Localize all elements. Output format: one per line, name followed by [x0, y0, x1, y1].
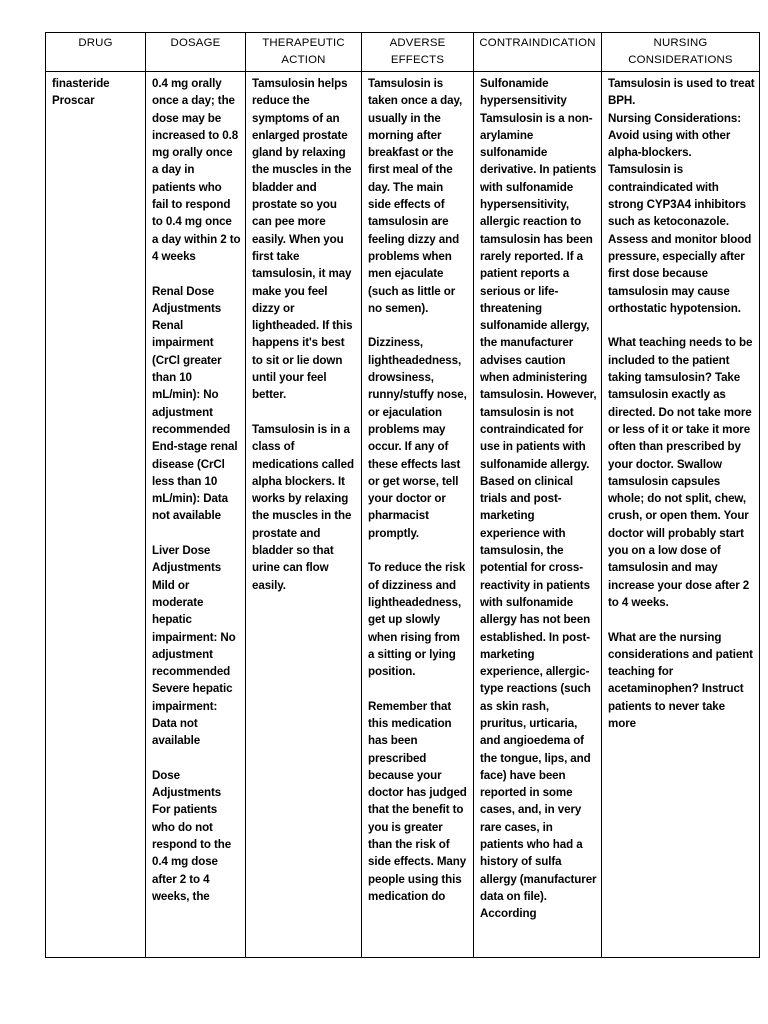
adverse-effects-text: Tamsulosin is taken once a day, usually in the morning after breakfast or the first meal of the day. The main side effects of tamsulosin are feeling dizzy and problems when men ejaculate (such as little or no semen). Dizziness, lightheadedness, drowsiness, runny/stuffy nose, or ejaculation problems may occur. If any of these effects last or get worse, tell your doctor or pharmacist promptly. To reduce the risk of dizziness and lightheadedness, get up slowly when rising from a sitting or lying position. Remember that this medication has been prescribed because your doctor has judged that the benefit to you is greater than the risk of side effects. Many people using this medication do [368, 77, 467, 903]
cell-contraindication [474, 72, 602, 958]
drug-text: finasteride Proscar [52, 77, 110, 108]
cell-adverse-effects [362, 72, 474, 958]
cell-drug [46, 72, 146, 958]
header-drug: DRUG [46, 33, 146, 72]
cell-nursing-considerations [602, 72, 760, 958]
contraindication-text: Sulfonamide hypersensitivity Tamsulosin is a non-arylamine sulfonamide derivative. In patients with sulfonamide hypersensitivity, allergic reaction to tamsulosin has been rarely reported. If a patient reports a serious or life-threatening sulfonamide allergy, the manufacturer advises caution when administering tamsulosin. However, tamsulosin is not contraindicated for use in patients with sulfonamide allergy. Based on clinical trials and post-marketing experience with tamsulosin, the potential for cross-reactivity in patients with sulfonamide allergy has not been established. In post-marketing experience, allergic-type reactions (such as skin rash, pruritus, urticaria, and angioedema of the tongue, lips, and face) have been reported in some cases, and, in very rare cases, in patients who had a history of sulfa allergy (manufacturer data on file). According [480, 77, 597, 921]
cell-therapeutic-action [246, 72, 362, 958]
table-row [46, 72, 760, 958]
dosage-text: 0.4 mg orally once a day; the dose may be increased to 0.8 mg orally once a day in patients who fail to respond to 0.4 mg once a day within 2 to 4 weeks Renal Dose Adjustments Renal impairment (CrCl greater than 10 mL/min): No adjustment recommended End-stage renal disease (CrCl less than 10 mL/min): Data not available Liver Dose Adjustments Mild or moderate hepatic impairment: No adjustment recommended Severe hepatic impairment: Data not available Dose Adjustments For patients who do not respond to the 0.4 mg dose after 2 to 4 weeks, the [152, 77, 241, 903]
table-header-row [46, 33, 760, 72]
cell-dosage [146, 72, 246, 958]
header-therapeutic-action: THERAPEUTIC ACTION [246, 33, 362, 72]
header-nursing-considerations: NURSING CONSIDERATIONS [602, 33, 760, 72]
header-dosage: DOSAGE [146, 33, 246, 72]
nursing-considerations-text: Tamsulosin is used to treat BPH. Nursing Considerations: Avoid using with other alpha-blockers. Tamsulosin is contraindicated with strong CYP3A4 inhibitors such as ketoconazole. Assess and monitor blood pressure, especially after first dose because tamsulosin may cause orthostatic hypotension. What teaching needs to be included to the patient taking tamsulosin? Take tamsulosin exactly as directed. Do not take more or less of it or take it more often than prescribed by your doctor. Swallow tamsulosin capsules whole; do not split, chew, crush, or open them. Your doctor will probably start you on a low dose of tamsulosin and may increase your dose after 2 to 4 weeks. What are the nursing considerations and patient teaching for acetaminophen? Instruct patients to never take more [608, 77, 755, 730]
therapeutic-action-text: Tamsulosin helps reduce the symptoms of an enlarged prostate gland by relaxing the muscles in the bladder and prostate so you can pee more easily. When you first take tamsulosin, it may make you feel dizzy or lightheaded. If this happens it's best to sit or lie down until your feel better. Tamsulosin is in a class of medications called alpha blockers. It works by relaxing the muscles in the prostate and bladder so that urine can flow easily. [252, 77, 354, 592]
header-contraindication: CONTRAINDICATION [474, 33, 602, 72]
header-adverse-effects: ADVERSE EFFECTS [362, 33, 474, 72]
drug-information-table [45, 32, 760, 958]
